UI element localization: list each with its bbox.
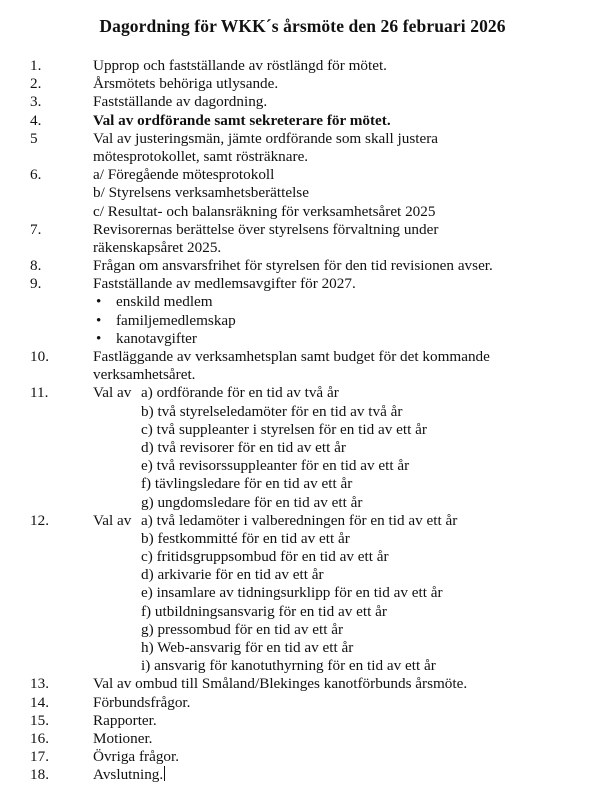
agenda-item-9 bbox=[0, 275, 605, 293]
sub-item: h) Web-ansvarig för en tid av ett år bbox=[141, 639, 354, 656]
item-text: Val av ombud till Småland/Blekinges kanotförbunds årsmöte. bbox=[93, 675, 468, 693]
bullet-item bbox=[0, 293, 605, 311]
item-text: verksamhetsåret. bbox=[93, 366, 196, 384]
item-text: Val av ordförande samt sekreterare för mötet. bbox=[93, 111, 391, 129]
sub-item-row bbox=[0, 403, 605, 421]
item-text: Avslutning. bbox=[93, 766, 164, 784]
item-text: Val av justeringsmän, jämte ordförande som skall justera bbox=[93, 129, 439, 147]
agenda-item-8 bbox=[0, 257, 605, 275]
text-cursor bbox=[164, 766, 165, 781]
item-number: 5 bbox=[30, 129, 38, 147]
item-text: Övriga frågor. bbox=[93, 748, 180, 766]
item-text: Upprop och fastställande av röstlängd för mötet. bbox=[93, 57, 387, 74]
agenda-item-17 bbox=[0, 748, 605, 766]
item-text: Fastställande av dagordning. bbox=[93, 93, 268, 111]
bullet-icon: • bbox=[96, 329, 102, 347]
item-number: 10. bbox=[30, 348, 49, 365]
item-text: Årsmötets behöriga utlysande. bbox=[93, 75, 279, 93]
agenda-item-6-cont bbox=[0, 184, 605, 202]
agenda-item-16 bbox=[0, 730, 605, 748]
bullet-icon: • bbox=[96, 311, 102, 329]
item-text: Frågan om ansvarsfrihet för styrelsen för den tid revisionen avser. bbox=[93, 257, 493, 275]
sub-item-row bbox=[0, 421, 605, 439]
sub-item-row bbox=[0, 530, 605, 548]
item-text: b/ Styrelsens verksamhetsberättelse bbox=[93, 184, 309, 202]
item-number: 11. bbox=[30, 384, 49, 402]
agenda-item-15 bbox=[0, 712, 605, 730]
item-number: 9. bbox=[30, 275, 42, 293]
agenda-item-6-cont bbox=[0, 203, 605, 221]
sub-item: c) fritidsgruppsombud för en tid av ett år bbox=[141, 548, 389, 566]
bullet-text: enskild medlem bbox=[116, 293, 213, 311]
agenda-item-4 bbox=[0, 112, 605, 130]
bullet-item bbox=[0, 312, 605, 330]
agenda-item-7-cont bbox=[0, 239, 605, 257]
agenda-item-7 bbox=[0, 221, 605, 239]
item-number: 2. bbox=[30, 75, 42, 93]
agenda-item-10 bbox=[0, 348, 605, 366]
sub-item-row bbox=[0, 603, 605, 621]
sub-item-row bbox=[0, 566, 605, 584]
item-number: 7. bbox=[30, 220, 42, 238]
item-number: 12. bbox=[30, 511, 49, 529]
sub-item: d) arkivarie för en tid av ett år bbox=[141, 566, 324, 584]
bullet-item bbox=[0, 330, 605, 348]
sub-item-row bbox=[0, 584, 605, 602]
item-text: mötesprotokollet, samt rösträknare. bbox=[93, 147, 309, 165]
item-number: 3. bbox=[30, 93, 42, 111]
item-number: 17. bbox=[30, 748, 49, 766]
agenda-item-5-cont bbox=[0, 148, 605, 166]
agenda-list bbox=[0, 57, 605, 785]
sub-item: b) festkommitté för en tid av ett år bbox=[141, 529, 350, 547]
sub-item-row bbox=[0, 639, 605, 657]
bullet-text: kanotavgifter bbox=[116, 329, 197, 347]
agenda-item-18 bbox=[0, 766, 605, 784]
item-text: c/ Resultat- och balansräkning för verksamhetsåret 2025 bbox=[93, 202, 436, 220]
agenda-item-13 bbox=[0, 675, 605, 693]
sub-item-row bbox=[0, 621, 605, 639]
sub-item: e) två revisorssuppleanter för en tid av ett år bbox=[141, 457, 410, 475]
item-text: Revisorernas berättelse över styrelsens förvaltning under bbox=[93, 220, 439, 238]
agenda-item-2 bbox=[0, 75, 605, 93]
agenda-item-3 bbox=[0, 93, 605, 111]
sub-item: a) ordförande för en tid av två år bbox=[141, 384, 339, 402]
bullet-text: familjemedlemskap bbox=[116, 311, 236, 329]
item-text-wrap[interactable] bbox=[93, 766, 165, 784]
sub-item: b) två styrelseledamöter för en tid av två år bbox=[141, 402, 403, 420]
agenda-item-5 bbox=[0, 130, 605, 148]
item-text: a/ Föregående mötesprotokoll bbox=[93, 166, 275, 184]
agenda-item-10-cont bbox=[0, 366, 605, 384]
item-number: 15. bbox=[30, 711, 49, 729]
item-text: Fastställande av medlemsavgifter för 2027. bbox=[93, 275, 356, 293]
sub-item-row bbox=[0, 475, 605, 493]
agenda-item-12 bbox=[0, 512, 605, 530]
item-text: Fastläggande av verksamhetsplan samt budget för det kommande bbox=[93, 348, 490, 365]
sub-item: i) ansvarig för kanotuthyrning för en tid av ett år bbox=[141, 657, 436, 675]
item-number: 14. bbox=[30, 693, 49, 711]
sub-item: e) insamlare av tidningsurklipp för en tid av ett år bbox=[141, 584, 443, 602]
item-number: 16. bbox=[30, 729, 49, 747]
sub-item: a) två ledamöter i valberedningen för en tid av ett år bbox=[141, 511, 458, 529]
document-title: Dagordning för WKK´s årsmöte den 26 februari 2026 bbox=[99, 16, 506, 36]
sub-item-row bbox=[0, 439, 605, 457]
item-text: Motioner. bbox=[93, 729, 153, 747]
sub-item-row bbox=[0, 494, 605, 512]
item-prefix: Val av bbox=[93, 384, 132, 402]
item-number: 13. bbox=[30, 675, 49, 693]
item-text: räkenskapsåret 2025. bbox=[93, 238, 222, 256]
sub-item-row bbox=[0, 457, 605, 475]
item-number: 4. bbox=[30, 111, 42, 129]
sub-item-row bbox=[0, 548, 605, 566]
agenda-item-11 bbox=[0, 384, 605, 402]
sub-item: g) ungdomsledare för en tid av ett år bbox=[141, 493, 363, 511]
bullet-icon: • bbox=[96, 293, 102, 311]
item-text: Förbundsfrågor. bbox=[93, 693, 191, 711]
sub-item: f) utbildningsansvarig för en tid av ett år bbox=[141, 602, 387, 620]
sub-item: g) pressombud för en tid av ett år bbox=[141, 620, 344, 638]
item-number: 1. bbox=[30, 57, 42, 74]
item-number: 18. bbox=[30, 766, 49, 784]
item-number: 8. bbox=[30, 257, 42, 275]
agenda-item-14 bbox=[0, 694, 605, 712]
sub-item-row bbox=[0, 657, 605, 675]
sub-item: f) tävlingsledare för en tid av ett år bbox=[141, 475, 353, 493]
item-number: 6. bbox=[30, 166, 42, 184]
agenda-item-6 bbox=[0, 166, 605, 184]
sub-item: d) två revisorer för en tid av ett år bbox=[141, 438, 346, 456]
agenda-item-1 bbox=[0, 57, 605, 75]
item-text: Rapporter. bbox=[93, 711, 157, 729]
sub-item: c) två suppleanter i styrelsen för en tid av ett år bbox=[141, 420, 427, 438]
item-prefix: Val av bbox=[93, 511, 132, 529]
